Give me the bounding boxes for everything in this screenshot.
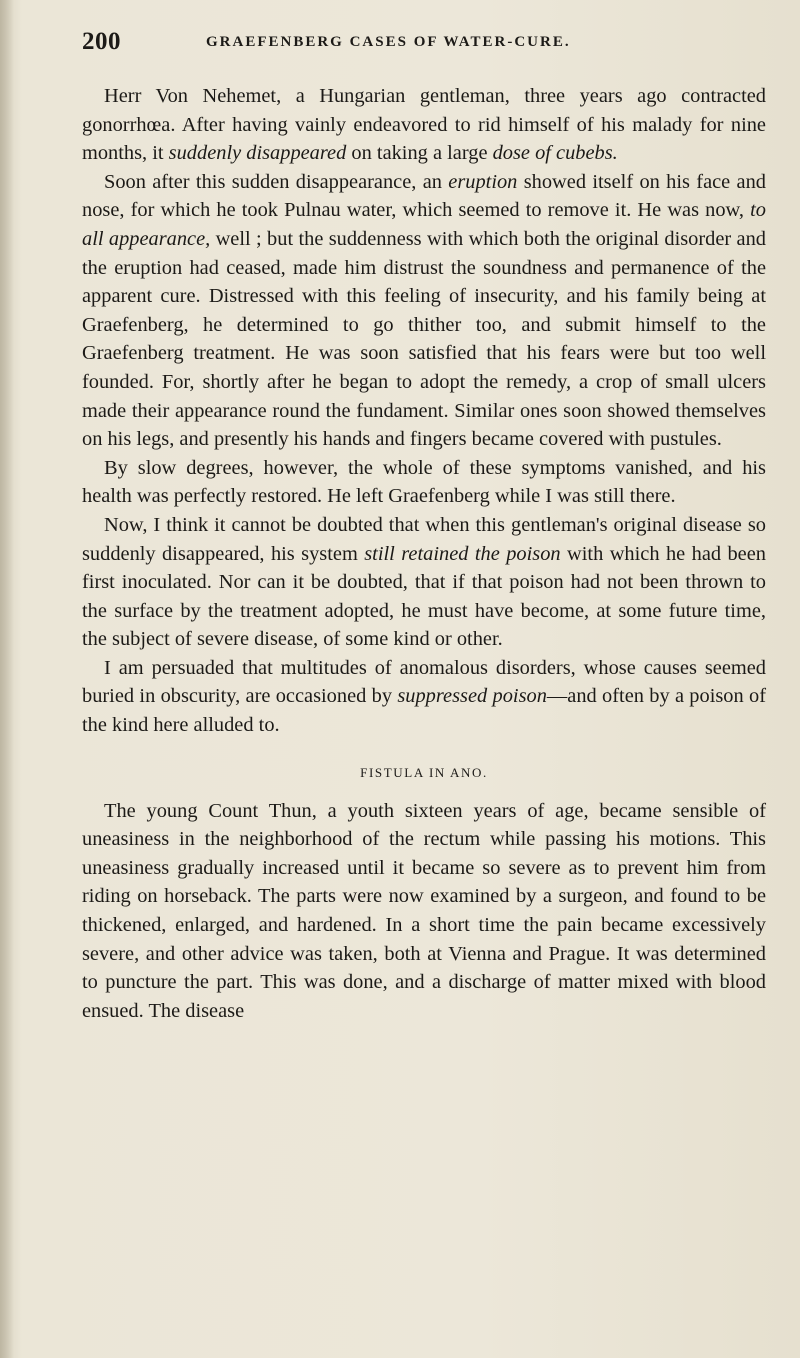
paragraph (82, 654, 766, 740)
page-header (82, 28, 762, 58)
italic-run: dose of cubebs. (492, 142, 618, 165)
paragraph (82, 168, 766, 454)
italic-run: suddenly disappeared (168, 142, 347, 165)
section-heading: FISTULA IN ANO. (360, 764, 488, 780)
paragraph (82, 454, 766, 511)
paragraph (82, 511, 766, 654)
text-run: The young Count Thun, a youth sixteen years of age, became sensible of uneasiness in the neighborhood of the rectum while passing his motions. This uneasiness gradually increased until it became so severe as to prevent him from riding on horseback. The parts were now examined by a surgeon, and found to be thickened, enlarged, and hardened. In a short time the pain became excessively severe, and other advice was taken, both at Vienna and Prague. It was determined to puncture the part. This was done, and a discharge of matter mixed with blood ensued. The disease (82, 799, 766, 1022)
paragraph (82, 797, 766, 1026)
text-run: well ; but the suddenness with which both the original disorder and the eruption had ceased, made him distrust the soundness and permanence of the apparent cure. Distressed with this feeling of insecurity, and his family being at Graefenberg, he determined to go thither too, and submit himself to the Graefenberg treatment. He was soon satisfied that his fears were but too well founded. For, shortly after he began to adopt the remedy, a crop of small ulcers made their appearance round the fundament. Similar ones soon showed themselves on his legs, and presently his hands and fingers became covered with pustules. (82, 227, 766, 451)
page-gutter-shadow (0, 0, 14, 1358)
paragraphs-before-heading (82, 82, 766, 740)
page-number: 200 (82, 28, 121, 55)
running-head: GRAEFENBERG CASES OF WATER-CURE. (206, 34, 571, 50)
italic-run: still retained the poison (364, 542, 561, 565)
paragraphs-after-heading (82, 797, 766, 1026)
text-run: Herr Von Nehemet, a Hungarian gentleman, three years ago contracted gonorrhœa. After having vainly endeavored to rid himself of his malady for nine months, it (82, 85, 766, 165)
text-run: —and often by a poison of the kind here alluded to. (82, 685, 766, 737)
text-run: By slow degrees, however, the whole of these symptoms vanished, and his health was perfectly restored. He left Graefenberg while I was still there. (82, 456, 766, 508)
italic-run: suppressed poison (397, 685, 547, 708)
paragraph (82, 82, 766, 168)
text-run: I am persuaded that multitudes of anomalous disorders, whose causes seemed buried in obscurity, are occasioned by (82, 656, 766, 708)
italic-run: eruption (448, 170, 518, 193)
text-run: Now, I think it cannot be doubted that when this gentleman's original disease so suddenly disappeared, his system (82, 513, 766, 565)
body-text (82, 82, 766, 1025)
italic-run: to all appearance, (82, 199, 766, 250)
text-run: Soon after this sudden disappearance, an (104, 170, 449, 193)
text-run: with which he had been first inoculated. Nor can it be doubted, that if that poison had not been thrown to the surface by the treatment adopted, he must have become, at some future time, the subject of severe disease, of some kind or other. (82, 542, 766, 651)
text-run: on taking a large (346, 142, 493, 165)
text-run: showed itself on his face and nose, for which he took Pulnau water, which seemed to remove it. He was now, (82, 170, 766, 222)
